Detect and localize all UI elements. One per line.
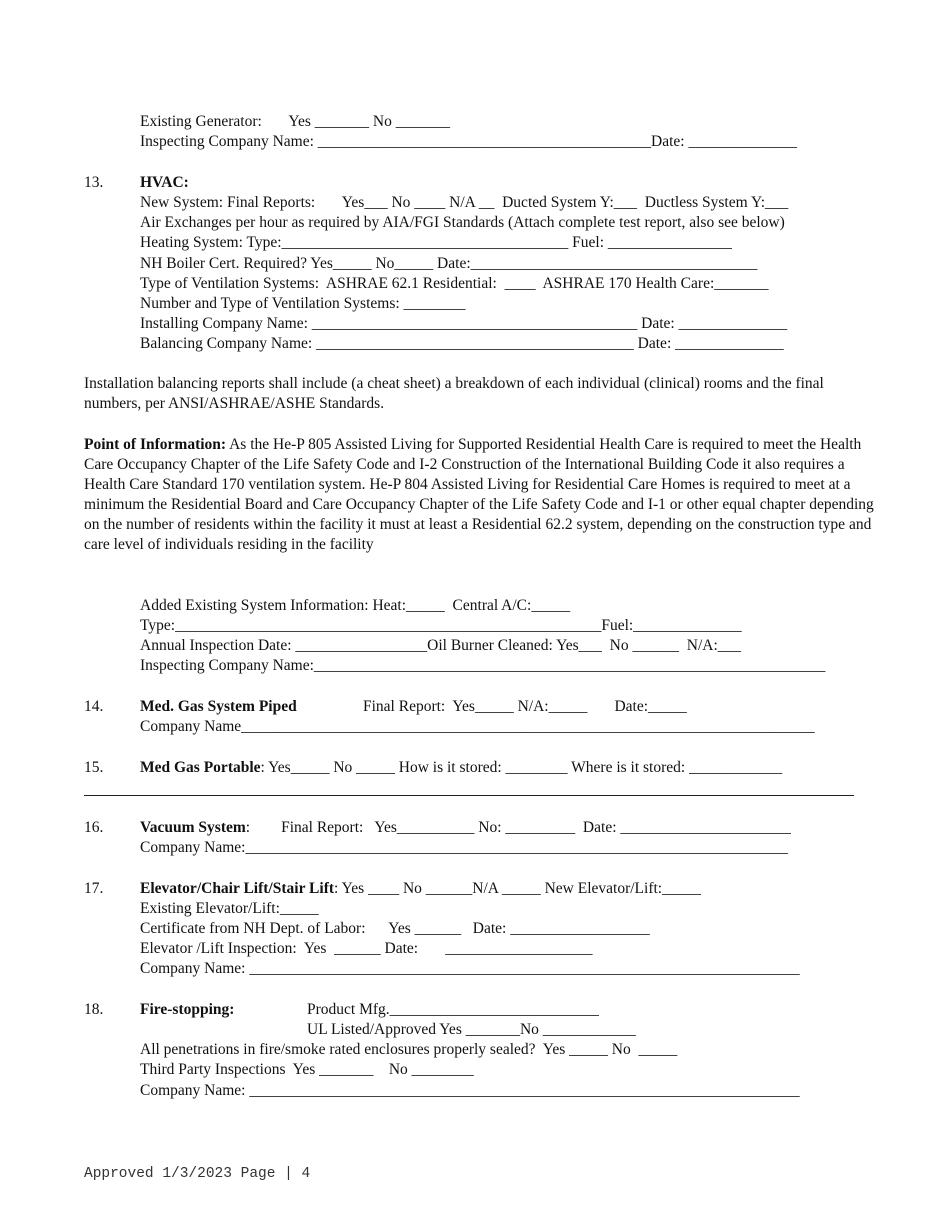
hvac-boiler-cert-line: NH Boiler Cert. Required? Yes_____ No_____ Date:_____________________________________ <box>140 255 758 272</box>
med-gas-piped-heading: Med. Gas System Piped <box>140 698 297 715</box>
elevator-fields: : Yes ____ No ______N/A _____ New Elevator/Lift:_____ <box>334 880 701 897</box>
fire-stopping-company-line: Company Name: _______________________________________________________________________ <box>140 1082 800 1099</box>
fire-stopping-heading: Fire-stopping: <box>140 1001 235 1018</box>
added-inspecting-company-line: Inspecting Company Name:__________________________________________________________________ <box>140 657 826 674</box>
point-of-information-text: As the He-P 805 Assisted Living for Supported Residential Health Care is required to meet the Health Care Occupancy Chapter of the Life Safety Code and I-2 Construction of the International Building Code it also requires a Health Care Standard 170 ventilation system. He-P 804 Assisted Living for Residential Care Homes is required to meet at a minimum the Residential Board and Care Occupancy Chapter of the Life Safety Code and I-1 or other equal chapter depending on the number of residents within the facility it must at least a Residential 62.2 system, depending on the construction type and care level of individuals residing in the facility <box>84 436 874 553</box>
elevator-company-line: Company Name: _______________________________________________________________________ <box>140 960 800 977</box>
existing-generator-line: Existing Generator: Yes _______ No _______ <box>140 113 450 130</box>
section-number-13: 13. <box>84 174 104 191</box>
blank-answer-line <box>84 795 854 796</box>
point-of-information-paragraph <box>84 435 874 555</box>
elevator-heading: Elevator/Chair Lift/Stair Lift <box>140 880 335 897</box>
vacuum-company-line: Company Name:______________________________________________________________________ <box>140 839 788 856</box>
annual-inspection-line: Annual Inspection Date: _________________Oil Burner Cleaned: Yes___ No ______ N/A:___ <box>140 637 741 654</box>
balancing-reports-paragraph: Installation balancing reports shall include (a cheat sheet) a breakdown of each individual (clinical) rooms and the final numbers, per ANSI/ASHRAE/ASHE Standards. <box>84 375 824 412</box>
hvac-heading: HVAC: <box>140 174 189 191</box>
med-gas-portable-heading: Med Gas Portable <box>140 759 261 776</box>
hvac-ventilation-number-line: Number and Type of Ventilation Systems: ________ <box>140 295 466 312</box>
added-type-fuel-line: Type:_______________________________________________________Fuel:______________ <box>140 617 742 634</box>
hvac-installing-company-line: Installing Company Name: __________________________________________ Date: ______________ <box>140 315 788 332</box>
third-party-inspections-line: Third Party Inspections Yes _______ No ________ <box>140 1061 474 1078</box>
labor-certificate-line: Certificate from NH Dept. of Labor: Yes ______ Date: __________________ <box>140 920 650 937</box>
section-number-16: 16. <box>84 819 104 836</box>
med-gas-company-line: Company Name__________________________________________________________________________ <box>140 718 815 735</box>
section-number-17: 17. <box>84 880 104 897</box>
hvac-ventilation-type-line: Type of Ventilation Systems: ASHRAE 62.1 Residential: ____ ASHRAE 170 Health Care:_______ <box>140 275 769 292</box>
page-footer: Approved 1/3/2023 Page | 4 <box>84 1166 311 1182</box>
added-existing-system-line: Added Existing System Information: Heat:_____ Central A/C:_____ <box>140 597 571 614</box>
generator-inspecting-company-line: Inspecting Company Name: ___________________________________________Date: ______________ <box>140 133 797 150</box>
hvac-new-system-line: New System: Final Reports: Yes___ No ____ N/A __ Ducted System Y:___ Ductless System Y:___ <box>140 194 789 211</box>
elevator-line <box>140 879 701 899</box>
hvac-heating-system-line: Heating System: Type:_____________________________________ Fuel: ________________ <box>140 234 732 251</box>
section-number-15: 15. <box>84 759 104 776</box>
lift-inspection-line: Elevator /Lift Inspection: Yes ______ Date: ___________________ <box>140 940 593 957</box>
penetrations-sealed-line: All penetrations in fire/smoke rated enclosures properly sealed? Yes _____ No _____ <box>140 1041 678 1058</box>
existing-elevator-line: Existing Elevator/Lift:_____ <box>140 900 319 917</box>
vacuum-system-fields: : Final Report: Yes__________ No: _________ Date: ______________________ <box>245 819 791 836</box>
ul-listed-line: UL Listed/Approved Yes _______No ____________ <box>307 1021 636 1038</box>
hvac-air-exchanges-line: Air Exchanges per hour as required by AIA/FGI Standards (Attach complete test report, also see below) <box>140 214 785 231</box>
vacuum-system-line <box>140 818 791 838</box>
point-of-information-label: Point of Information: <box>84 436 227 453</box>
section-number-14: 14. <box>84 698 104 715</box>
product-mfg-line: Product Mfg.___________________________ <box>307 1001 599 1018</box>
med-gas-final-report-line: Final Report: Yes_____ N/A:_____ Date:_____ <box>363 698 687 715</box>
med-gas-portable-line <box>140 758 782 778</box>
vacuum-system-heading: Vacuum System <box>140 819 246 836</box>
section-number-18: 18. <box>84 1001 104 1018</box>
med-gas-portable-fields: : Yes_____ No _____ How is it stored: ________ Where is it stored: ____________ <box>260 759 783 776</box>
hvac-balancing-company-line: Balancing Company Name: _________________________________________ Date: ______________ <box>140 335 784 352</box>
